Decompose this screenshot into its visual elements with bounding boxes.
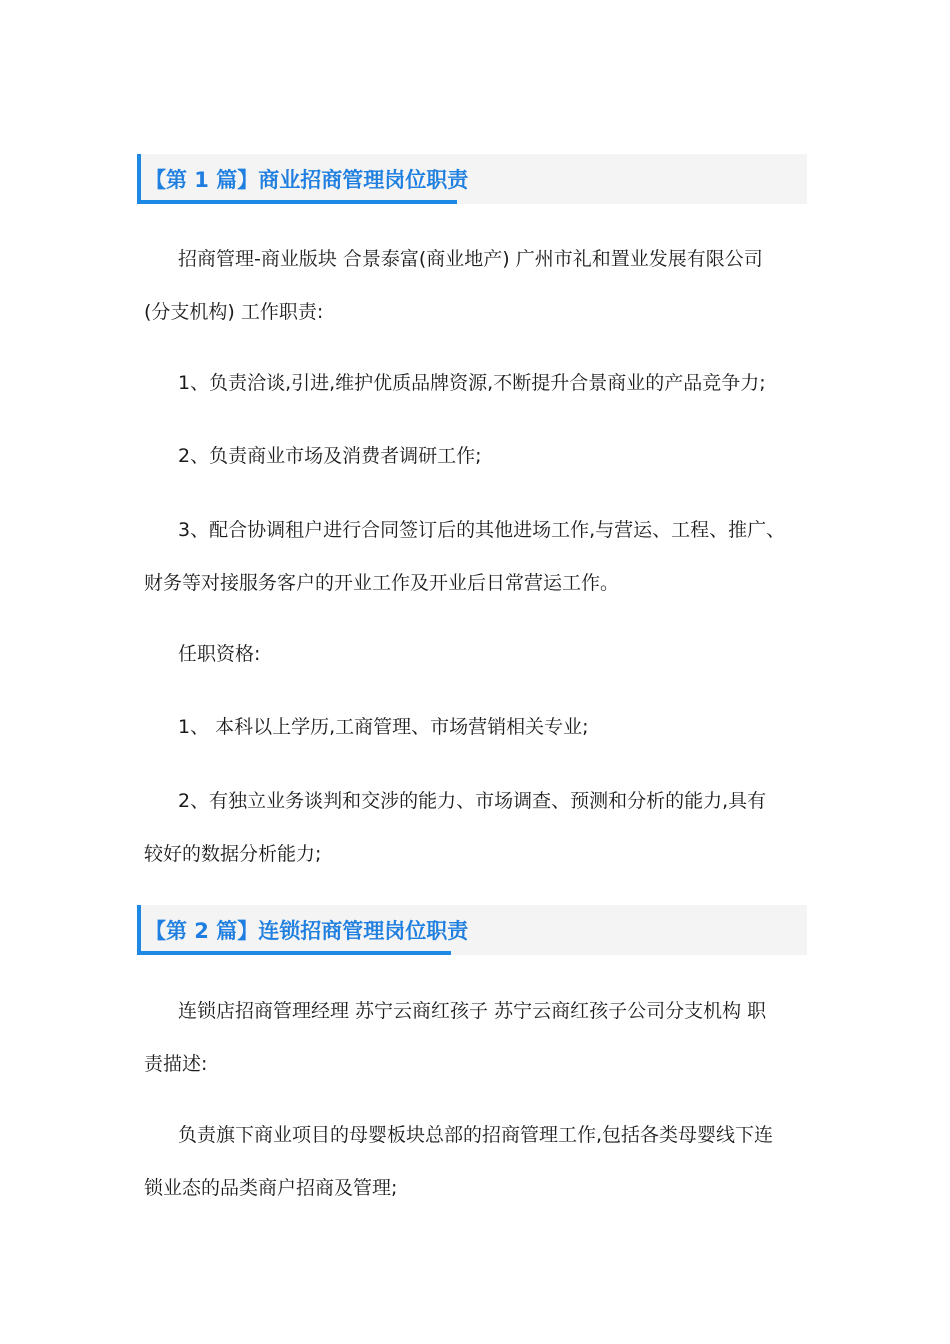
paragraph-line: 任职资格:	[178, 643, 261, 665]
paragraph-line: 较好的数据分析能力;	[144, 843, 322, 865]
section-1-paragraph-7	[144, 775, 816, 881]
paragraph-line: 1、 本科以上学历,工商管理、市场营销相关专业;	[178, 716, 589, 738]
paragraph-line: 2、负责商业市场及消费者调研工作;	[178, 445, 482, 467]
paragraph-line: 1、负责洽谈,引进,维护优质品牌资源,不断提升合景商业的产品竞争力;	[178, 372, 766, 394]
paragraph-line: 连锁店招商管理经理 苏宁云商红孩子 苏宁云商红孩子公司分支机构 职	[178, 1000, 767, 1022]
section-1-paragraph-2	[144, 357, 816, 410]
section-1-heading-bar	[137, 154, 807, 204]
section-1-paragraph-4	[144, 504, 816, 610]
section-1-paragraph-3	[144, 430, 816, 483]
paragraph-line: 2、有独立业务谈判和交涉的能力、市场调查、预测和分析的能力,具有	[178, 790, 767, 812]
paragraph-line: 3、配合协调租户进行合同签订后的其他进场工作,与营运、工程、推广、	[178, 519, 786, 541]
paragraph-line: 财务等对接服务客户的开业工作及开业后日常营运工作。	[144, 572, 620, 594]
section-2-paragraph-1	[144, 985, 816, 1091]
paragraph-line: 责描述:	[144, 1053, 208, 1075]
paragraph-line: 负责旗下商业项目的母婴板块总部的招商管理工作,包括各类母婴线下连	[178, 1124, 774, 1146]
section-2-heading: 【第 2 篇】连锁招商管理岗位职责	[145, 919, 469, 943]
section-2-paragraph-2	[144, 1109, 816, 1215]
section-1-paragraph-1	[144, 233, 816, 339]
section-1-paragraph-6	[144, 701, 816, 754]
paragraph-line: 招商管理-商业版块 合景泰富(商业地产) 广州市礼和置业发展有限公司	[178, 248, 763, 270]
section-1-heading-box	[137, 154, 469, 204]
section-2-heading-box	[137, 905, 469, 955]
section-1-heading: 【第 1 篇】商业招商管理岗位职责	[145, 168, 469, 192]
section-1-paragraph-5	[144, 628, 816, 681]
section-2-heading-bar	[137, 905, 807, 955]
paragraph-line: (分支机构) 工作职责:	[144, 301, 324, 323]
paragraph-line: 锁业态的品类商户招商及管理;	[144, 1177, 398, 1199]
